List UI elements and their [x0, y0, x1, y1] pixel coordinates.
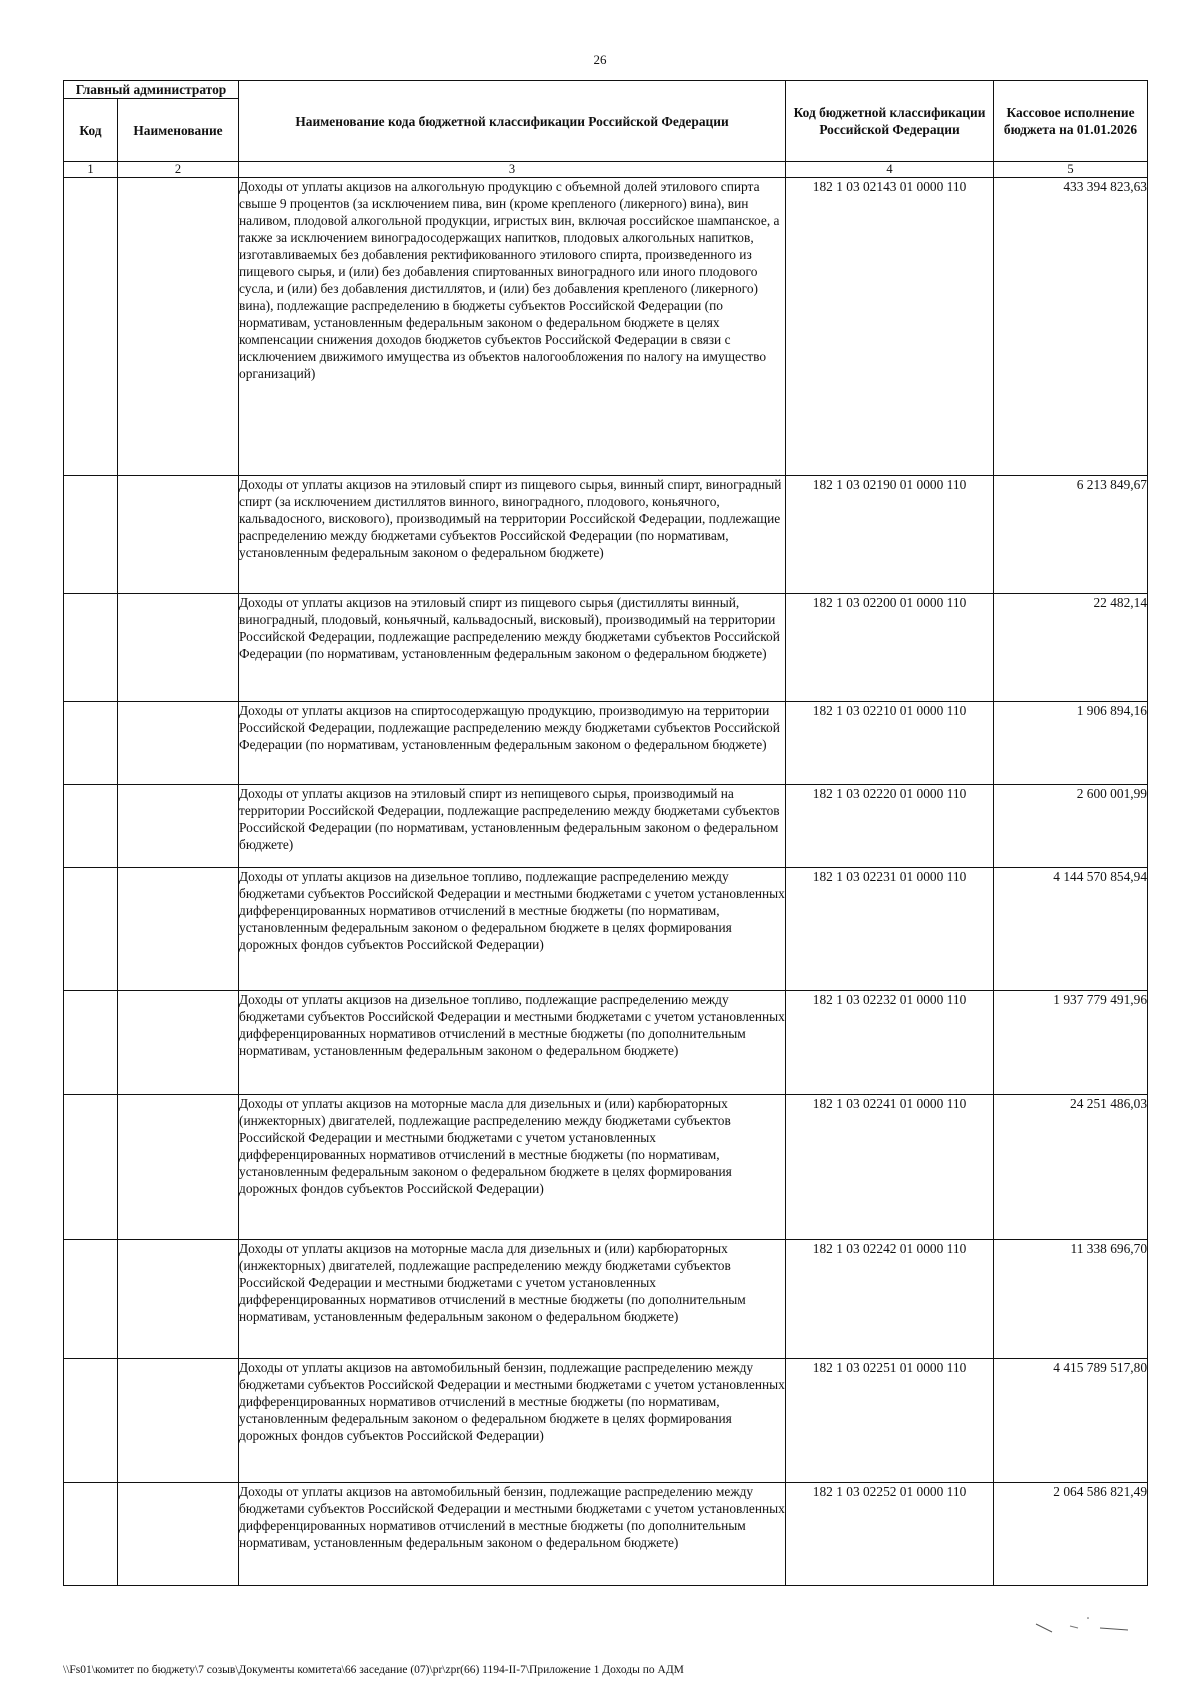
execution-amount: 2 600 001,99: [994, 785, 1148, 868]
execution-amount: 11 338 696,70: [994, 1240, 1148, 1359]
admin-name-cell: [118, 1095, 239, 1240]
budget-classification-code: 182 1 03 02251 01 0000 110: [786, 1359, 994, 1483]
execution-amount: 1 906 894,16: [994, 702, 1148, 785]
execution-amount: 6 213 849,67: [994, 476, 1148, 594]
admin-name-cell: [118, 476, 239, 594]
admin-name-cell: [118, 1359, 239, 1483]
execution-amount: 433 394 823,63: [994, 178, 1148, 476]
table-row: [64, 1240, 1148, 1359]
budget-classification-code: 182 1 03 02220 01 0000 110: [786, 785, 994, 868]
admin-name-cell: [118, 1483, 239, 1586]
classification-description: Доходы от уплаты акцизов на моторные масла для дизельных и (или) карбюраторных (инжекторных) двигателей, подлежащие распределению между бюджетами субъектов Российской Федерации и местными бюджетами с учетом установленных дифференцированных нормативов отчислений в местные бюджеты (по нормативам, установленным федеральным законом о федеральном бюджете в целях формирования дорожных фондов субъектов Российской Федерации): [239, 1095, 786, 1240]
classification-description: Доходы от уплаты акцизов на автомобильный бензин, подлежащие распределению между бюджетами субъектов Российской Федерации и местными бюджетами с учетом установленных дифференцированных нормативов отчислений в местные бюджеты (по дополнительным нормативам, установленным федеральным законом о федеральном бюджете): [239, 1483, 786, 1586]
admin-code-cell: [64, 868, 118, 991]
table-row: [64, 594, 1148, 702]
header-cash-execution: Кассовое исполнение бюджета на 01.01.2026: [994, 81, 1148, 162]
admin-name-cell: [118, 785, 239, 868]
column-number: 5: [994, 162, 1148, 178]
budget-classification-code: 182 1 03 02210 01 0000 110: [786, 702, 994, 785]
admin-name-cell: [118, 991, 239, 1095]
table-row: [64, 1095, 1148, 1240]
classification-description: Доходы от уплаты акцизов на алкогольную продукцию с объемной долей этилового спирта свыше 9 процентов (за исключением пива, вин (кроме крепленого (ликерного) вина), вин наливом, плодовой алкогольной продукции, игристых вин, включая российское шампанское, а также за исключением виноградосодержащих напитков, плодовых алкогольных напитков, изготавливаемых без добавления ректификованного этилового спирта, произведенного из пищевого сырья, и (или) без добавления спиртованных виноградного или иного плодового сусла, и (или) без добавления дистиллятов, и (или) без добавления крепленого (ликерного) вина), подлежащие распределению в бюджеты субъектов Российской Федерации (по нормативам, установленным федеральным законом о федеральном бюджете в целях компенсации снижения доходов бюджетов субъектов Российской Федерации в связи с исключением движимого имущества из объектов налогообложения по налогу на имущество организаций): [239, 178, 786, 476]
classification-description: Доходы от уплаты акцизов на автомобильный бензин, подлежащие распределению между бюджетами субъектов Российской Федерации и местными бюджетами с учетом установленных дифференцированных нормативов отчислений в местные бюджеты (по нормативам, установленным федеральным законом о федеральном бюджете в целях формирования дорожных фондов субъектов Российской Федерации): [239, 1359, 786, 1483]
budget-classification-code: 182 1 03 02252 01 0000 110: [786, 1483, 994, 1586]
header-admin-code: Код: [64, 99, 118, 162]
budget-classification-code: 182 1 03 02231 01 0000 110: [786, 868, 994, 991]
page-number: 26: [593, 52, 607, 67]
admin-name-cell: [118, 594, 239, 702]
admin-code-cell: [64, 1240, 118, 1359]
table-row: [64, 1483, 1148, 1586]
admin-code-cell: [64, 1095, 118, 1240]
classification-description: Доходы от уплаты акцизов на дизельное топливо, подлежащие распределению между бюджетами субъектов Российской Федерации и местными бюджетами с учетом установленных дифференцированных нормативов отчислений в местные бюджеты (по нормативам, установленным федеральным законом о федеральном бюджете в целях формирования дорожных фондов субъектов Российской Федерации): [239, 868, 786, 991]
budget-classification-code: 182 1 03 02190 01 0000 110: [786, 476, 994, 594]
admin-code-cell: [64, 702, 118, 785]
execution-amount: 1 937 779 491,96: [994, 991, 1148, 1095]
budget-classification-code: 182 1 03 02232 01 0000 110: [786, 991, 994, 1095]
table-row: [64, 178, 1148, 476]
classification-description: Доходы от уплаты акцизов на этиловый спирт из пищевого сырья, винный спирт, виноградный спирт (за исключением дистиллятов винного, виноградного, плодового, коньячного, кальвадосного, вискового), производимый на территории Российской Федерации, подлежащие распределению между бюджетами субъектов Российской Федерации (по нормативам, установленным федеральным законом о федеральном бюджете): [239, 476, 786, 594]
budget-revenue-table: [63, 80, 1148, 1586]
scan-marks-icon: [1030, 1612, 1150, 1642]
table-row: [64, 785, 1148, 868]
execution-amount: 4 144 570 854,94: [994, 868, 1148, 991]
classification-description: Доходы от уплаты акцизов на этиловый спирт из пищевого сырья (дистилляты винный, виноградный, плодовый, коньячный, кальвадосный, висковый), производимый на территории Российской Федерации, подлежащие распределению между бюджетами субъектов Российской Федерации (по нормативам, установленным федеральным законом о федеральном бюджете): [239, 594, 786, 702]
admin-name-cell: [118, 178, 239, 476]
classification-description: Доходы от уплаты акцизов на спиртосодержащую продукцию, производимую на территории Российской Федерации, подлежащие распределению между бюджетами субъектов Российской Федерации (по нормативам, установленным федеральным законом о федеральном бюджете): [239, 702, 786, 785]
header-main-administrator: Главный администратор: [64, 81, 239, 99]
budget-classification-code: 182 1 03 02242 01 0000 110: [786, 1240, 994, 1359]
table-row: [64, 1359, 1148, 1483]
column-number: 4: [786, 162, 994, 178]
execution-amount: 22 482,14: [994, 594, 1148, 702]
header-classification-name: Наименование кода бюджетной классификации Российской Федерации: [239, 81, 786, 162]
classification-description: Доходы от уплаты акцизов на моторные масла для дизельных и (или) карбюраторных (инжекторных) двигателей, подлежащие распределению между бюджетами субъектов Российской Федерации и местными бюджетами с учетом установленных дифференцированных нормативов отчислений в местные бюджеты (по дополнительным нормативам, установленным федеральным законом о федеральном бюджете): [239, 1240, 786, 1359]
header-budget-code: Код бюджетной классификации Российской Федерации: [786, 81, 994, 162]
classification-description: Доходы от уплаты акцизов на дизельное топливо, подлежащие распределению между бюджетами субъектов Российской Федерации и местными бюджетами с учетом установленных дифференцированных нормативов отчислений в местные бюджеты (по дополнительным нормативам, установленным федеральным законом о федеральном бюджете): [239, 991, 786, 1095]
admin-code-cell: [64, 785, 118, 868]
admin-code-cell: [64, 991, 118, 1095]
admin-code-cell: [64, 476, 118, 594]
admin-name-cell: [118, 868, 239, 991]
execution-amount: 24 251 486,03: [994, 1095, 1148, 1240]
table-row: [64, 991, 1148, 1095]
header-admin-name: Наименование: [118, 99, 239, 162]
table-row: [64, 476, 1148, 594]
budget-classification-code: 182 1 03 02241 01 0000 110: [786, 1095, 994, 1240]
admin-name-cell: [118, 702, 239, 785]
table-row: [64, 702, 1148, 785]
budget-classification-code: 182 1 03 02143 01 0000 110: [786, 178, 994, 476]
document-file-path: \\Fs01\комитет по бюджету\7 созыв\Документы комитета\66 заседание (07)\pr\zpr(66) 1194-II-7\Приложение 1 Доходы по АДМ: [63, 1664, 684, 1676]
execution-amount: 4 415 789 517,80: [994, 1359, 1148, 1483]
column-number: 1: [64, 162, 118, 178]
admin-code-cell: [64, 594, 118, 702]
budget-classification-code: 182 1 03 02200 01 0000 110: [786, 594, 994, 702]
execution-amount: 2 064 586 821,49: [994, 1483, 1148, 1586]
column-number: 3: [239, 162, 786, 178]
column-number: 2: [118, 162, 239, 178]
admin-code-cell: [64, 1483, 118, 1586]
admin-name-cell: [118, 1240, 239, 1359]
column-number-row: [64, 162, 1148, 178]
admin-code-cell: [64, 178, 118, 476]
table-row: [64, 868, 1148, 991]
admin-code-cell: [64, 1359, 118, 1483]
classification-description: Доходы от уплаты акцизов на этиловый спирт из непищевого сырья, производимый на территории Российской Федерации, подлежащие распределению между бюджетами субъектов Российской Федерации (по нормативам, установленным федеральным законом о федеральном бюджете): [239, 785, 786, 868]
